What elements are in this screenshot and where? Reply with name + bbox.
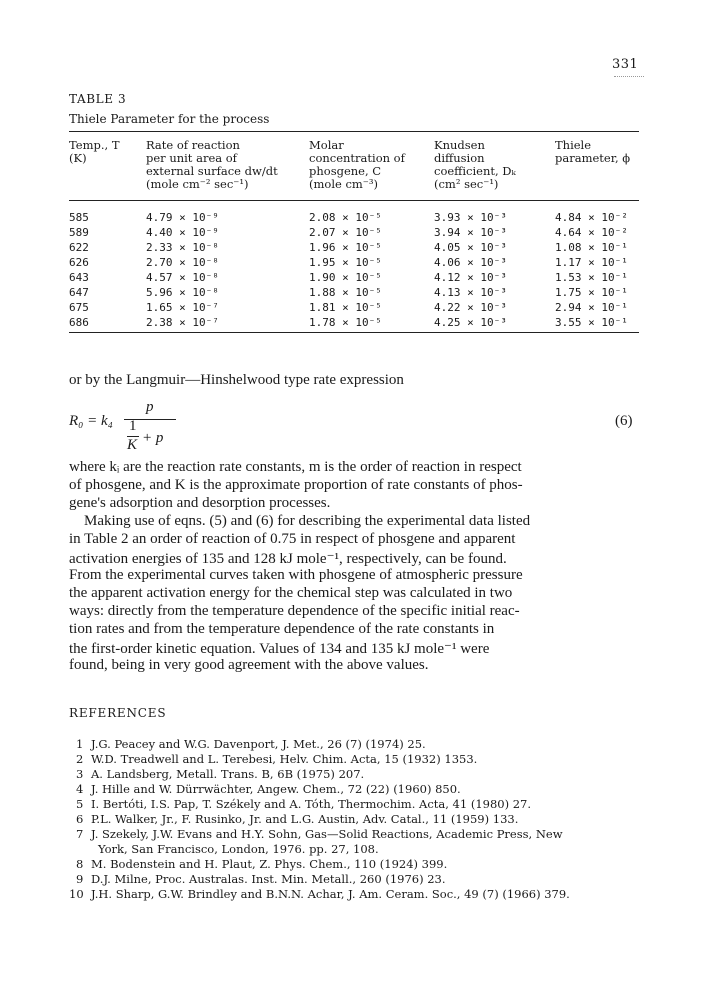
table-cell: 675 <box>69 301 89 314</box>
table-cell: 4.12 × 10⁻³ <box>434 271 507 284</box>
table-caption: Thiele Parameter for the process <box>69 112 270 126</box>
body-line: ways: directly from the temperature dependence of the specific initial reac- <box>69 603 520 619</box>
body-line: Making use of eqns. (5) and (6) for describing the experimental data listed <box>69 513 531 529</box>
reference-text: J.G. Peacey and W.G. Davenport, J. Met., 26 (7) (1974) 25. <box>91 737 426 751</box>
equation-numerator: p <box>146 399 154 415</box>
table-cell: 4.22 × 10⁻³ <box>434 301 507 314</box>
header-thiele-parameter: Thiele parameter, ϕ <box>555 138 631 165</box>
body-line: of phosgene, and K is the approximate proportion of rate constants of phos- <box>69 477 523 493</box>
reference-number: 2 <box>76 752 84 766</box>
table-cell: 1.08 × 10⁻¹ <box>555 241 628 254</box>
table-cell: 4.06 × 10⁻³ <box>434 256 507 269</box>
table-cell: 2.94 × 10⁻¹ <box>555 301 628 314</box>
table-cell: 5.96 × 10⁻⁸ <box>146 286 219 299</box>
reference-text: J. Hille and W. Dürrwächter, Angew. Chem., 72 (22) (1960) 850. <box>91 782 461 796</box>
body-line: activation energies of 135 and 128 kJ mole⁻¹, respectively, can be found. <box>69 551 507 567</box>
reference-number: 1 <box>76 737 84 751</box>
reference-text: York, San Francisco, London, 1976. pp. 27, 108. <box>98 842 379 856</box>
table-cell: 1.95 × 10⁻⁵ <box>309 256 382 269</box>
reference-number: 3 <box>76 767 84 781</box>
reference-text: M. Bodenstein and H. Plaut, Z. Phys. Chem., 110 (1924) 399. <box>91 857 448 871</box>
body-paragraph <box>69 459 649 679</box>
table-cell: 4.25 × 10⁻³ <box>434 316 507 329</box>
table-cell: 2.70 × 10⁻⁸ <box>146 256 219 269</box>
body-line: From the experimental curves taken with phosgene of atmospheric pressure <box>69 567 523 583</box>
table-cell: 3.93 × 10⁻³ <box>434 211 507 224</box>
table-top-rule <box>69 131 639 132</box>
reference-number: 7 <box>76 827 84 841</box>
table-cell: 1.96 × 10⁻⁵ <box>309 241 382 254</box>
equation-lhs: R₀ = k₄ <box>69 413 113 429</box>
table-cell: 3.94 × 10⁻³ <box>434 226 507 239</box>
table-cell: 622 <box>69 241 89 254</box>
table-cell: 585 <box>69 211 89 224</box>
body-line: the first-order kinetic equation. Values of 134 and 135 kJ mole⁻¹ were <box>69 641 490 657</box>
references-heading: REFERENCES <box>69 706 167 720</box>
page-number-rule <box>614 76 644 77</box>
reference-text: I. Bertóti, I.S. Pap, T. Székely and A. Tóth, Thermochim. Acta, 41 (1980) 27. <box>91 797 532 811</box>
header-temperature: Temp., T (K) <box>69 138 120 165</box>
page-number: 331 <box>612 57 639 72</box>
body-line: tion rates and from the temperature dependence of the rate constants in <box>69 621 495 637</box>
table-cell: 1.90 × 10⁻⁵ <box>309 271 382 284</box>
reference-number: 5 <box>76 797 84 811</box>
table-cell: 1.88 × 10⁻⁵ <box>309 286 382 299</box>
header-knudsen-diffusion: Knudsen diffusion coefficient, Dₖ (cm² sec⁻¹) <box>434 138 516 191</box>
reference-number: 4 <box>76 782 84 796</box>
table-cell: 2.08 × 10⁻⁵ <box>309 211 382 224</box>
table-cell: 686 <box>69 316 89 329</box>
header-rate-of-reaction: Rate of reaction per unit area of external surface dw/dt (mole cm⁻² sec⁻¹) <box>146 138 278 191</box>
reference-text: A. Landsberg, Metall. Trans. B, 6B (1975) 207. <box>91 767 365 781</box>
table-cell: 1.17 × 10⁻¹ <box>555 256 628 269</box>
table-cell: 1.78 × 10⁻⁵ <box>309 316 382 329</box>
table-cell: 4.05 × 10⁻³ <box>434 241 507 254</box>
header-molar-concentration: Molar concentration of phosgene, C (mole cm⁻³) <box>309 138 405 191</box>
table-cell: 4.40 × 10⁻⁹ <box>146 226 219 239</box>
table-cell: 2.33 × 10⁻⁸ <box>146 241 219 254</box>
intro-line: or by the Langmuir—Hinshelwood type rate expression <box>69 372 404 388</box>
table-label: TABLE 3 <box>69 92 127 106</box>
body-line: the apparent activation energy for the chemical step was calculated in two <box>69 585 513 601</box>
table-header-rule <box>69 200 639 201</box>
table-cell: 626 <box>69 256 89 269</box>
body-line: where kᵢ are the reaction rate constants, m is the order of reaction in respect <box>69 459 522 475</box>
reference-number: 6 <box>76 812 84 826</box>
table-cell: 643 <box>69 271 89 284</box>
table-cell: 1.81 × 10⁻⁵ <box>309 301 382 314</box>
table-cell: 4.64 × 10⁻² <box>555 226 628 239</box>
table-cell: 1.53 × 10⁻¹ <box>555 271 628 284</box>
table-cell: 4.84 × 10⁻² <box>555 211 628 224</box>
reference-text: P.L. Walker, Jr., F. Rusinko, Jr. and L.G. Austin, Adv. Catal., 11 (1959) 133. <box>91 812 519 826</box>
table-cell: 1.65 × 10⁻⁷ <box>146 301 219 314</box>
reference-text: J. Szekely, J.W. Evans and H.Y. Sohn, Gas—Solid Reactions, Academic Press, New <box>91 827 563 841</box>
body-line: gene's adsorption and desorption processes. <box>69 495 331 511</box>
body-line: found, being in very good agreement with the above values. <box>69 657 429 673</box>
reference-text: W.D. Treadwell and L. Terebesi, Helv. Chim. Acta, 15 (1932) 1353. <box>91 752 478 766</box>
reference-number: 8 <box>76 857 84 871</box>
equation-number: (6) <box>615 413 633 429</box>
table-cell: 3.55 × 10⁻¹ <box>555 316 628 329</box>
table-bottom-rule <box>69 332 639 333</box>
equation-denominator-plus: + p <box>142 430 164 446</box>
table-cell: 589 <box>69 226 89 239</box>
table-cell: 647 <box>69 286 89 299</box>
body-line: in Table 2 an order of reaction of 0.75 in respect of phosgene and apparent <box>69 531 516 547</box>
table-cell: 4.79 × 10⁻⁹ <box>146 211 219 224</box>
reference-text: D.J. Milne, Proc. Australas. Inst. Min. Metall., 260 (1976) 23. <box>91 872 446 886</box>
table-cell: 4.13 × 10⁻³ <box>434 286 507 299</box>
table-cell: 2.07 × 10⁻⁵ <box>309 226 382 239</box>
table-cell: 4.57 × 10⁻⁸ <box>146 271 219 284</box>
table-cell: 2.38 × 10⁻⁷ <box>146 316 219 329</box>
reference-text: J.H. Sharp, G.W. Brindley and B.N.N. Achar, J. Am. Ceram. Soc., 49 (7) (1966) 379. <box>91 887 570 901</box>
reference-number: 9 <box>76 872 84 886</box>
reference-number: 10 <box>69 887 84 901</box>
equation-denominator-fraction-denominator: K <box>127 437 138 453</box>
table-cell: 1.75 × 10⁻¹ <box>555 286 628 299</box>
equation-denominator-fraction-numerator: 1 <box>129 418 137 434</box>
